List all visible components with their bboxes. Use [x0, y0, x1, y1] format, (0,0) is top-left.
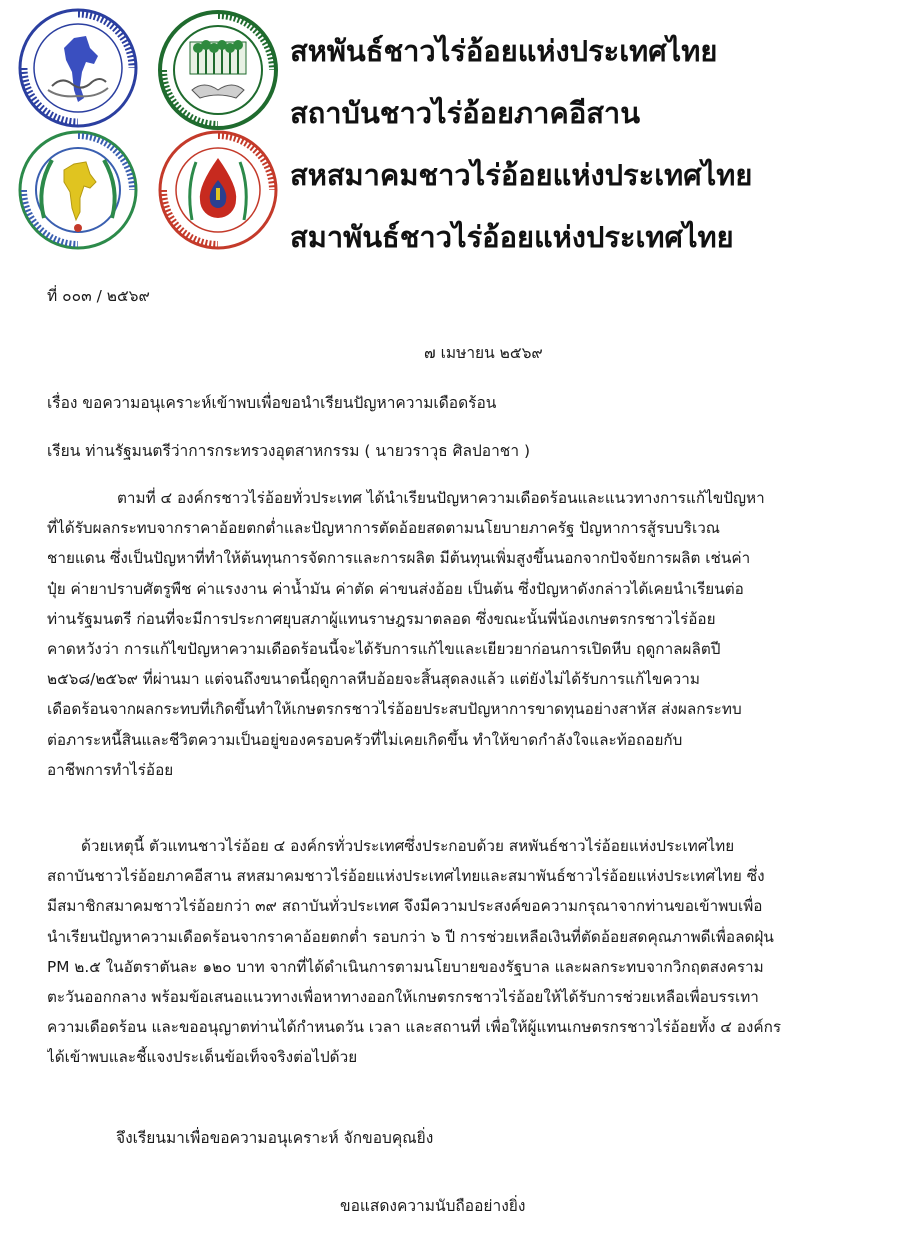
- paragraph-line: ตะวันออกกลาง พร้อมข้อเสนอแนวทางเพื่อหาทางออกให้เกษตรกรชาวไร่อ้อยให้ได้รับการช่วยเหลือเพื่อบรรเทา: [47, 987, 759, 1006]
- paragraph-line: เดือดร้อนจากผลกระทบที่เกิดขึ้นทำให้เกษตรกรชาวไร่อ้อยประสบปัญหาการขาดทุนอย่างสาหัส ส่งผลกระทบ: [47, 700, 742, 719]
- paragraph-line: นำเรียนปัญหาความเดือดร้อนจากราคาอ้อยตกต่ำ รอบกว่า ๖ ปี การช่วยเหลือเงินที่ตัดอ้อยสดคุณภาพดีเพื่อลดฝุ่น: [47, 927, 774, 946]
- organization-name: สมาพันธ์ชาวไร่อ้อยแห่งประเทศไทย: [290, 220, 734, 254]
- paragraph-line: PM ๒.๕ ในอัตราตันละ ๑๒๐ บาท จากที่ได้ดำเนินการตามนโยบายของรัฐบาล และผลกระทบจากวิกฤตสงคราม: [47, 957, 764, 976]
- organization-header: [290, 20, 900, 268]
- paragraph-line: ปุ๋ย ค่ายาปราบศัตรูพืช ค่าแรงงาน ค่าน้ำมัน ค่าตัด ค่าขนส่งอ้อย เป็นต้น ซึ่งปัญหาดังกล่าวได้เคยนำเรียนต่อ: [47, 579, 744, 598]
- paragraph-line: ๒๕๖๘/๒๕๖๙ ที่ผ่านมา แต่จนถึงขนาดนี้ฤดูกาลหีบอ้อยจะสิ้นสุดลงแล้ว แต่ยังไม่ได้รับการแก้ไขความ: [47, 670, 700, 689]
- sugar-drop-seal-logo: [156, 128, 280, 252]
- paragraph-line: ด้วยเหตุนี้ ตัวแทนชาวไร่อ้อย ๔ องค์กรทั่วประเทศซึ่งประกอบด้วย สหพันธ์ชาวไร่อ้อยแห่งประเทศไทย: [81, 837, 735, 855]
- letter-recipient: เรียน ท่านรัฐมนตรีว่าการกระทรวงอุตสาหกรรม ( นายวราวุธ ศิลปอาชา ): [47, 442, 530, 460]
- paragraph-line: อาชีพการทำไร่อ้อย: [47, 760, 174, 779]
- body-paragraph-1: [47, 483, 877, 785]
- sugarcane-handshake-seal-logo: [156, 8, 280, 132]
- paragraph-line: ตามที่ ๔ องค์กรชาวไร่อ้อยทั่วประเทศ ได้นำเรียนปัญหาความเดือดร้อนและแนวทางการแก้ไขปัญหา: [117, 489, 765, 507]
- paragraph-line: ท่านรัฐมนตรี ก่อนที่จะมีการประกาศยุบสภาผู้แทนราษฎรมาตลอด ซึ่งขณะนั้นพี่น้องเกษตรกรชาวไร่อ้อย: [47, 609, 716, 628]
- closing-line: จึงเรียนมาเพื่อขอความอนุเคราะห์ จักขอบคุณยิ่ง: [116, 1129, 434, 1147]
- letter-subject: เรื่อง ขอความอนุเคราะห์เข้าพบเพื่อขอนำเรียนปัญหาความเดือดร้อน: [47, 394, 497, 412]
- paragraph-line: ความเดือดร้อน และขออนุญาตท่านได้กำหนดวัน เวลา และสถานที่ เพื่อให้ผู้แทนเกษตรกรชาวไร่อ้อยทั้ง ๔ องค์กร: [47, 1018, 782, 1037]
- paragraph-line: ที่ได้รับผลกระทบจากราคาอ้อยตกต่ำและปัญหาการตัดอ้อยสดตามนโยบายภาครัฐ ปัญหาการสู้รบบริเวณ: [47, 519, 720, 538]
- reference-number: ที่ ๐๐๓ / ๒๕๖๙: [47, 287, 150, 305]
- paragraph-line: ชายแดน ซึ่งเป็นปัญหาที่ทำให้ต้นทุนการจัดการและการผลิต มีต้นทุนเพิ่มสูงขึ้นนอกจากปัจจัยการผลิต เช่นค่า: [47, 549, 751, 568]
- thailand-map-cane-seal-logo: [16, 6, 140, 130]
- thailand-map-leaf-seal-logo: [16, 128, 140, 252]
- organization-name: สหสมาคมชาวไร่อ้อยแห่งประเทศไทย: [290, 158, 753, 192]
- body-paragraph-2: [47, 831, 877, 1073]
- organization-name: สหพันธ์ชาวไร่อ้อยแห่งประเทศไทย: [290, 34, 718, 68]
- paragraph-line: ได้เข้าพบและชี้แจงประเด็นข้อเท็จจริงต่อไปด้วย: [47, 1048, 358, 1067]
- organization-name: สถาบันชาวไร่อ้อยภาคอีสาน: [290, 96, 641, 130]
- paragraph-line: สถาบันชาวไร่อ้อยภาคอีสาน สหสมาคมชาวไร่อ้อยแห่งประเทศไทยและสมาพันธ์ชาวไร่อ้อยแห่งประเทศไทย ซึ่ง: [47, 867, 765, 886]
- paragraph-line: ต่อภาระหนี้สินและชีวิตความเป็นอยู่ของครอบครัวที่ไม่เคยเกิดขึ้น ทำให้ขาดกำลังใจและท้อถอยกับ: [47, 730, 683, 749]
- regards-line: ขอแสดงความนับถืออย่างยิ่ง: [340, 1197, 526, 1215]
- paragraph-line: มีสมาชิกสมาคมชาวไร่อ้อยกว่า ๓๙ สถาบันทั่วประเทศ จึงมีความประสงค์ขอความกรุณาจากท่านขอเข้าพบเพื่อ: [47, 897, 763, 916]
- letter-date: ๗ เมษายน ๒๕๖๙: [424, 344, 543, 362]
- paragraph-line: คาดหวังว่า การแก้ไขปัญหาความเดือดร้อนนี้จะได้รับการแก้ไขและเยียวยาก่อนการเปิดหีบ ฤดูกาลผลิตปี: [47, 639, 721, 658]
